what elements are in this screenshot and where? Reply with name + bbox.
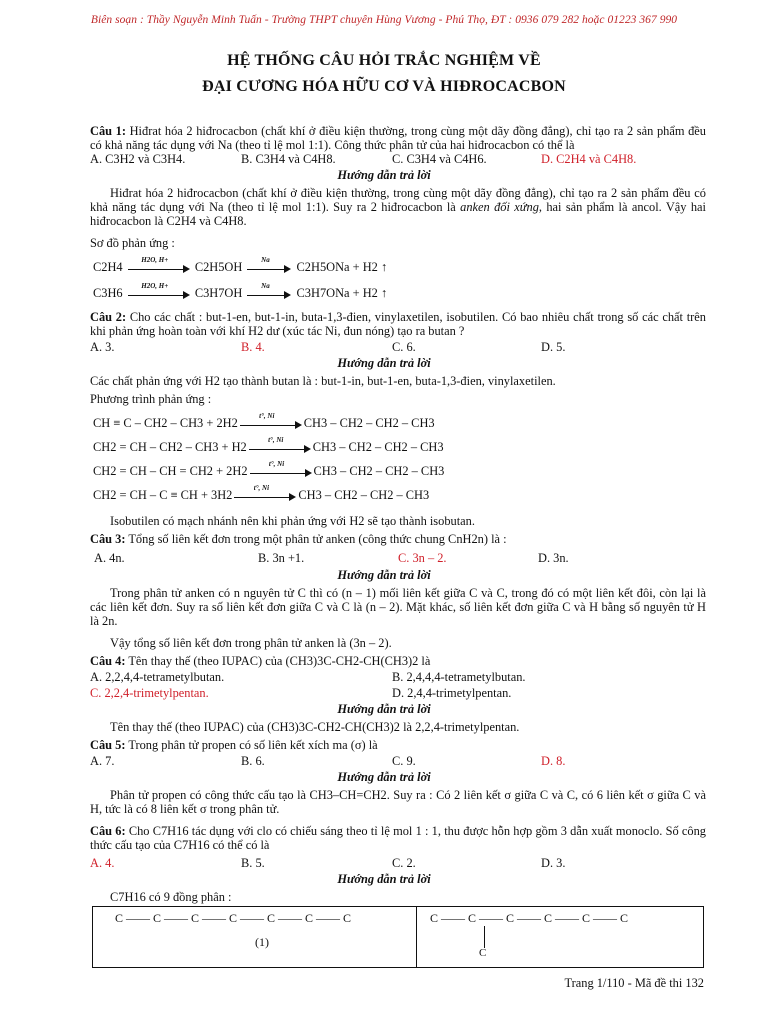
isomer-table <box>92 906 704 968</box>
q1-reaction-1 <box>93 256 388 275</box>
isomer-chain-1-label: (1) <box>255 935 269 949</box>
arrow-icon: H2O, H+ <box>128 263 190 273</box>
q2-option-d: D. 5. <box>541 340 566 354</box>
q6-answer-text: C7H16 có 9 đồng phân : <box>110 890 232 904</box>
q5-option-b: B. 6. <box>241 754 265 768</box>
question-6-label: Câu 6: <box>90 824 126 838</box>
arrow-icon: Na <box>247 263 291 273</box>
arrow-icon: t°, Ni <box>250 467 312 477</box>
q3-answer-text: Trong phân tử anken có n nguyên tử C thì có (n – 1) mối liên kết giữa C và C, trong đó có một liên kết đôi, còn lại là các liên kết đơn. Suy ra số liên kết đơn giữa C và C là (n – 2). Mặt khác, số liên kết đơn giữa C và H bằng số nguyên tử H là 2n. <box>90 586 706 628</box>
q5-guide-heading: Hướng dẫn trả lời <box>337 770 431 784</box>
arrow-icon: t°, Ni <box>240 419 302 429</box>
q5-option-c: C. 9. <box>392 754 416 768</box>
q4-guide-heading: Hướng dẫn trả lời <box>337 702 431 716</box>
q3-answer-conclusion: Vậy tổng số liên kết đơn trong phân tử anken là (3n – 2). <box>110 636 392 650</box>
isomer-chain-2: C —— C —— C —— C —— C —— C <box>430 911 629 925</box>
arrow-icon: H2O, H+ <box>128 289 190 299</box>
doc-title-line1: HỆ THỐNG CÂU HỎI TRẮC NGHIỆM VỀ <box>227 52 541 69</box>
question-2-text: Cho các chất : but-1-en, but-1-in, buta-1,3-đien, vinylaxetilen, isobutilen. Có bao nhiêu chất trong số các chất trên khi phản ứng hoàn toàn với khí H2 dư (xúc tác Ni, đun nóng) tạo ra butan ? <box>90 310 706 338</box>
q1-answer-text-2: , hai sản phẩm là ancol. Vậy hai hiđrocacbon là C2H4 và C4H8. <box>90 200 706 228</box>
q5-answer-text: Phân tử propen có công thức cấu tạo là CH3–CH=CH2. Suy ra : Có 2 liên kết σ giữa C và C, có 6 liên kết σ giữa C và H, tức là có 8 liên kết σ trong phân tử. <box>90 788 706 816</box>
q2-option-c: C. 6. <box>392 340 416 354</box>
question-1-text: Hiđrat hóa 2 hiđrocacbon (chất khí ở điều kiện thường, trong cùng một dãy đồng đẳng), chỉ tạo ra 2 sản phẩm đều có khả năng tác dụng với Na (theo tỉ lệ mol 1:1). Công thức phân tử của hai hiđrocacbon có thể là <box>90 124 706 152</box>
q6-option-c: C. 2. <box>392 856 416 870</box>
q1-option-a: A. C3H2 và C3H4. <box>90 152 186 166</box>
q2-answer-text: Các chất phản ứng với H2 tạo thành butan là : but-1-in, but-1-en, buta-1,3-đien, vinylaxetilen. <box>90 374 556 388</box>
isomer-chain-1: C —— C —— C —— C —— C —— C —— C <box>115 911 352 925</box>
q4-option-d: D. 2,4,4-trimetylpentan. <box>392 686 512 700</box>
question-4-label: Câu 4: <box>90 654 126 668</box>
q2-guide-heading: Hướng dẫn trả lời <box>337 356 431 370</box>
rx1-reactant: C2H4 <box>93 260 123 274</box>
q1-answer-text: Hiđrat hóa 2 hiđrocacbon (chất khí ở điều kiện thường, trong cùng một dãy đồng đẳng), chỉ tạo ra 2 sản phẩm đều có khả năng tác dụng với Na (theo tỉ lệ mol 1:1). Suy ra 2 hiđrocacbon là <box>90 186 706 214</box>
question-3 <box>90 532 706 546</box>
question-5-text: Trong phân tử propen có số liên kết xích ma (σ) là <box>125 738 378 752</box>
arrow-icon: Na <box>247 289 291 299</box>
q2-answer-conclusion: Isobutilen có mạch nhánh nên khi phản ứng với H2 sẽ tạo thành isobutan. <box>110 514 475 528</box>
q4-option-c-correct: C. 2,2,4-trimetylpentan. <box>90 686 209 700</box>
q6-option-b: B. 5. <box>241 856 265 870</box>
arrow-icon: t°, Ni <box>249 443 311 453</box>
q2-equation-4: CH2 = CH – C ≡ CH + 3H2 t°, Ni CH3 – CH2 – CH2 – CH3 <box>93 484 430 502</box>
question-4 <box>90 654 706 668</box>
q5-option-a: A. 7. <box>90 754 115 768</box>
q2-eq-label: Phương trình phản ứng : <box>90 392 212 406</box>
question-3-label: Câu 3: <box>90 532 126 546</box>
q3-option-a: A. 4n. <box>94 551 125 565</box>
question-1 <box>90 124 706 152</box>
question-2-label: Câu 2: <box>90 310 127 324</box>
q3-option-d: D. 3n. <box>538 551 569 565</box>
question-1-label: Câu 1: <box>90 124 126 138</box>
q3-option-c-correct: C. 3n – 2. <box>398 551 447 565</box>
question-6 <box>90 824 706 852</box>
q1-answer <box>90 186 706 228</box>
rx1-product: C2H5ONa + H2 ↑ <box>296 260 388 274</box>
q2-equation-3: CH2 = CH – CH = CH2 + 2H2 t°, Ni CH3 – CH2 – CH2 – CH3 <box>93 460 445 478</box>
q1-scheme-label: Sơ đồ phản ứng : <box>90 236 175 250</box>
q1-answer-emphasis: anken đối xứng <box>460 200 539 214</box>
q1-reaction-2 <box>93 282 388 301</box>
q5-option-d-correct: D. 8. <box>541 754 566 768</box>
isomer-table-divider <box>416 907 417 967</box>
question-5 <box>90 738 706 752</box>
question-4-text: Tên thay thế (theo IUPAC) của (CH3)3C-CH2-CH(CH3)2 là <box>125 654 431 668</box>
q6-option-a-correct: A. 4. <box>90 856 115 870</box>
q1-option-d-correct: D. C2H4 và C4H8. <box>541 152 637 166</box>
q3-guide-heading: Hướng dẫn trả lời <box>337 568 431 582</box>
q2-equation-1: CH ≡ C – CH2 – CH3 + 2H2 t°, Ni CH3 – CH2 – CH2 – CH3 <box>93 412 435 430</box>
question-5-label: Câu 5: <box>90 738 126 752</box>
doc-title-line2: ĐẠI CƯƠNG HÓA HỮU CƠ VÀ HIĐROCACBON <box>202 78 566 95</box>
q3-option-b: B. 3n +1. <box>258 551 305 565</box>
q2-option-a: A. 3. <box>90 340 115 354</box>
q6-guide-heading: Hướng dẫn trả lời <box>337 872 431 886</box>
q1-option-b: B. C3H4 và C4H8. <box>241 152 336 166</box>
q1-option-c: C. C3H4 và C4H6. <box>392 152 487 166</box>
q4-option-b: B. 2,4,4,4-tetrametylbutan. <box>392 670 526 684</box>
rx2-intermediate: C3H7OH <box>194 286 243 300</box>
question-2 <box>90 310 706 338</box>
q4-option-a: A. 2,2,4,4-tetrametylbutan. <box>90 670 225 684</box>
question-6-text: Cho C7H16 tác dụng với clo có chiếu sáng theo tỉ lệ mol 1 : 1, thu được hỗn hợp gồm 3 dẫn xuất monoclo. Số công thức cấu tạo của C7H16 có thể có là <box>90 824 706 852</box>
arrow-icon: t°, Ni <box>234 491 296 501</box>
isomer-chain-2-branch: C <box>479 947 487 959</box>
page-header: Biên soạn : Thầy Nguyễn Minh Tuấn - Trường THPT chuyên Hùng Vương - Phú Thọ, ĐT : 0936 079 282 hoặc 01223 367 990 <box>90 14 678 26</box>
rx2-reactant: C3H6 <box>93 286 123 300</box>
q4-answer-text: Tên thay thế (theo IUPAC) của (CH3)3C-CH2-CH(CH3)2 là 2,2,4-trimetylpentan. <box>110 720 520 734</box>
question-3-text: Tổng số liên kết đơn trong một phân tử anken (công thức chung CnH2n) là : <box>125 532 507 546</box>
isomer-branch-bond <box>484 926 485 948</box>
q6-option-d: D. 3. <box>541 856 566 870</box>
q1-guide-heading: Hướng dẫn trả lời <box>337 168 431 182</box>
q2-equation-2: CH2 = CH – CH2 – CH3 + H2 t°, Ni CH3 – CH2 – CH2 – CH3 <box>93 436 444 454</box>
q2-option-b-correct: B. 4. <box>241 340 265 354</box>
rx1-intermediate: C2H5OH <box>194 260 243 274</box>
rx2-product: C3H7ONa + H2 ↑ <box>296 286 388 300</box>
page-footer: Trang 1/110 - Mã đề thi 132 <box>564 976 704 990</box>
